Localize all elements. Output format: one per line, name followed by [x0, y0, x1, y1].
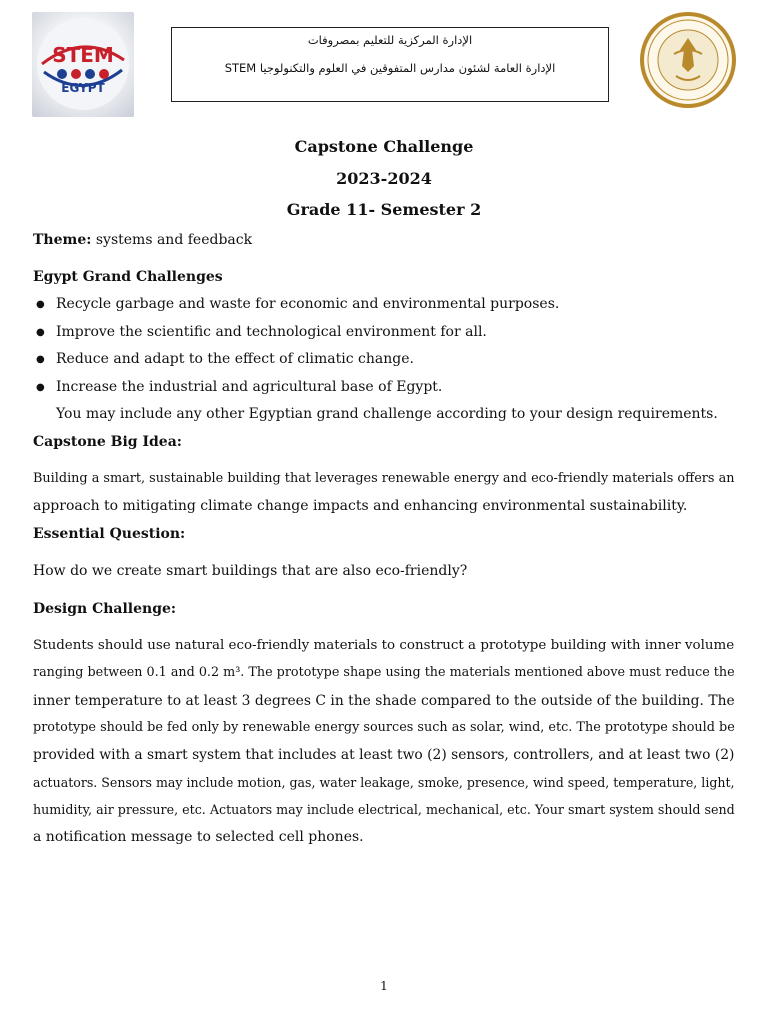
- essential-question-text: How do we create smart buildings that are also eco-friendly?: [33, 563, 468, 579]
- doc-year: 2023-2024: [336, 169, 432, 188]
- grand-challenges-note: You may include any other Egyptian grand challenge according to your design requirements.: [56, 406, 718, 422]
- bullet-icon: ●: [36, 327, 45, 338]
- header-line-1: الإدارة المركزية للتعليم بمصروفات: [307, 33, 473, 47]
- design-challenge-line: Students should use natural eco-friendly materials to construct a prototype building with inner volume: [33, 638, 735, 653]
- big-idea-heading: Capstone Big Idea:: [33, 434, 182, 450]
- doc-grade: Grade 11- Semester 2: [286, 200, 482, 219]
- svg-text:EGYPT: EGYPT: [61, 81, 105, 95]
- bullet-icon: ●: [36, 382, 45, 393]
- grand-challenge-item: Recycle garbage and waste for economic and environmental purposes.: [56, 296, 560, 312]
- big-idea-line: approach to mitigating climate change impacts and enhancing environmental sustainability.: [33, 498, 688, 514]
- design-challenge-line: provided with a smart system that includes at least two (2) sensors, controllers, and at least two (2): [33, 747, 735, 763]
- doc-title: Capstone Challenge: [294, 137, 474, 156]
- grand-challenge-item: Improve the scientific and technological environment for all.: [56, 324, 487, 340]
- design-challenge-heading: Design Challenge:: [33, 601, 177, 617]
- bullet-icon: ●: [36, 354, 45, 365]
- design-challenge-line: actuators. Sensors may include motion, gas, water leakage, smoke, presence, wind speed, temperature, light,: [33, 775, 735, 790]
- design-challenge-line: a notification message to selected cell phones.: [33, 829, 364, 845]
- header-line-2: الإدارة العامة لشئون مدارس المتفوقين في العلوم والتكنولوجيا STEM: [224, 61, 556, 75]
- grand-challenge-item: Reduce and adapt to the effect of climatic change.: [56, 351, 414, 367]
- bullet-icon: ●: [36, 299, 45, 310]
- grand-challenge-item: Increase the industrial and agricultural base of Egypt.: [56, 379, 443, 395]
- design-challenge-line: ranging between 0.1 and 0.2 m³. The prototype shape using the materials mentioned above must reduce the: [33, 665, 735, 680]
- ministry-seal-logo: [638, 10, 738, 110]
- big-idea-line: Building a smart, sustainable building that leverages renewable energy and eco-friendly materials offers an: [33, 471, 735, 486]
- header-box: [171, 27, 609, 102]
- theme-label: Theme:: [33, 232, 92, 248]
- essential-question-heading: Essential Question:: [33, 526, 186, 542]
- design-challenge-line: humidity, air pressure, etc. Actuators may include electrical, mechanical, etc. Your smart system should send: [33, 802, 735, 817]
- design-challenge-line: prototype should be fed only by renewable energy sources such as solar, wind, etc. The prototype should be: [33, 720, 735, 735]
- page-number: 1: [380, 979, 388, 993]
- grand-challenges-heading: Egypt Grand Challenges: [33, 269, 223, 285]
- svg-text:STEM: STEM: [52, 43, 114, 67]
- theme-line: [33, 232, 252, 248]
- theme-value: systems and feedback: [91, 232, 253, 248]
- design-challenge-line: inner temperature to at least 3 degrees C in the shade compared to the outside of the building. The: [33, 693, 735, 709]
- stem-egypt-logo: [32, 12, 134, 117]
